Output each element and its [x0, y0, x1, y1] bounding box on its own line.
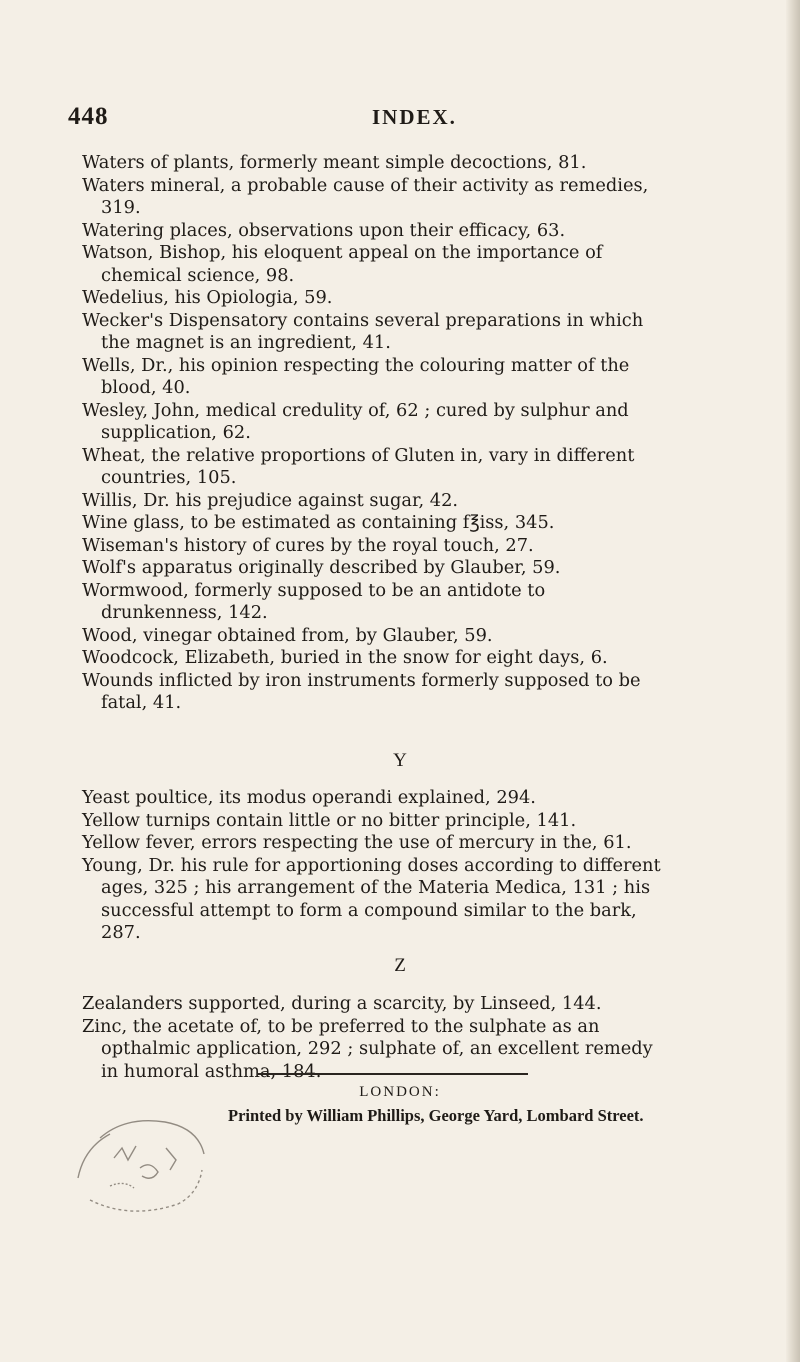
index-entry: Watering places, observations upon their efficacy, 63. [82, 219, 566, 241]
index-entry: Watson, Bishop, his eloquent appeal on the importance of chemical science, 98. [82, 242, 603, 286]
page-edge [786, 0, 800, 1362]
index-section-y [82, 787, 668, 945]
index-entry: Zinc, the acetate of, to be preferred to the sulphate as an opthalmic application, 292 ; sulphate of, an excellent remedy in humoral asthma, 184. [82, 1015, 653, 1082]
index-entry: Wounds inflicted by iron instruments formerly supposed to be fatal, 41. [82, 669, 641, 713]
index-entry: Zealanders supported, during a scarcity, by Linseed, 144. [82, 993, 602, 1014]
imprint-city: LONDON: [359, 1084, 441, 1100]
index-entry: Waters of plants, formerly meant simple decoctions, 81. [82, 152, 587, 173]
index-entry: Wecker's Dispensatory contains several preparations in which the magnet is an ingredient, 41. [82, 309, 644, 353]
index-entry: Wells, Dr., his opinion respecting the colouring matter of the blood, 40. [82, 354, 630, 398]
index-entry: Yeast poultice, its modus operandi explained, 294. [82, 787, 536, 808]
index-entry: Wolf's apparatus originally described by Glauber, 59. [82, 557, 561, 578]
index-entry: Wood, vinegar obtained from, by Glauber, 59. [82, 624, 493, 646]
index-entry: Woodcock, Elizabeth, buried in the snow for eight days, 6. [82, 647, 608, 668]
index-entry: Wormwood, formerly supposed to be an antidote to drunkenness, 142. [82, 579, 546, 623]
index-entry: Wine glass, to be estimated as containing f℥iss, 345. [82, 512, 555, 533]
index-entry: Wiseman's history of cures by the royal touch, 27. [82, 534, 534, 556]
index-entry: Willis, Dr. his prejudice against sugar, 42. [82, 489, 459, 511]
section-letter-z: Z [394, 955, 406, 976]
index-section-z [82, 993, 668, 1083]
index-entry: Yellow turnips contain little or no bitter principle, 141. [82, 809, 577, 831]
library-stamp-icon [70, 1108, 210, 1218]
index-entry: Wesley, John, medical credulity of, 62 ; cured by sulphur and supplication, 62. [82, 399, 629, 443]
imprint-rule [258, 1073, 528, 1075]
page-number: 448 [68, 103, 109, 130]
index-entry: Yellow fever, errors respecting the use of mercury in the, 61. [82, 832, 632, 853]
index-entry: Wheat, the relative proportions of Gluten in, vary in different countries, 105. [82, 444, 635, 488]
index-section-w [82, 152, 668, 715]
section-letter-y: Y [393, 750, 407, 771]
index-entry: Young, Dr. his rule for apportioning doses according to different ages, 325 ; his arrangement of the Materia Medica, 131 ; his successful attempt to form a compound similar to the bark, 287. [82, 854, 661, 943]
index-entry: Waters mineral, a probable cause of their activity as remedies, 319. [82, 174, 649, 218]
index-entry: Wedelius, his Opiologia, 59. [82, 287, 333, 308]
imprint-printer: Printed by William Phillips, George Yard, Lombard Street. [228, 1106, 644, 1125]
page-header [68, 97, 668, 137]
running-title: INDEX. [372, 105, 457, 129]
